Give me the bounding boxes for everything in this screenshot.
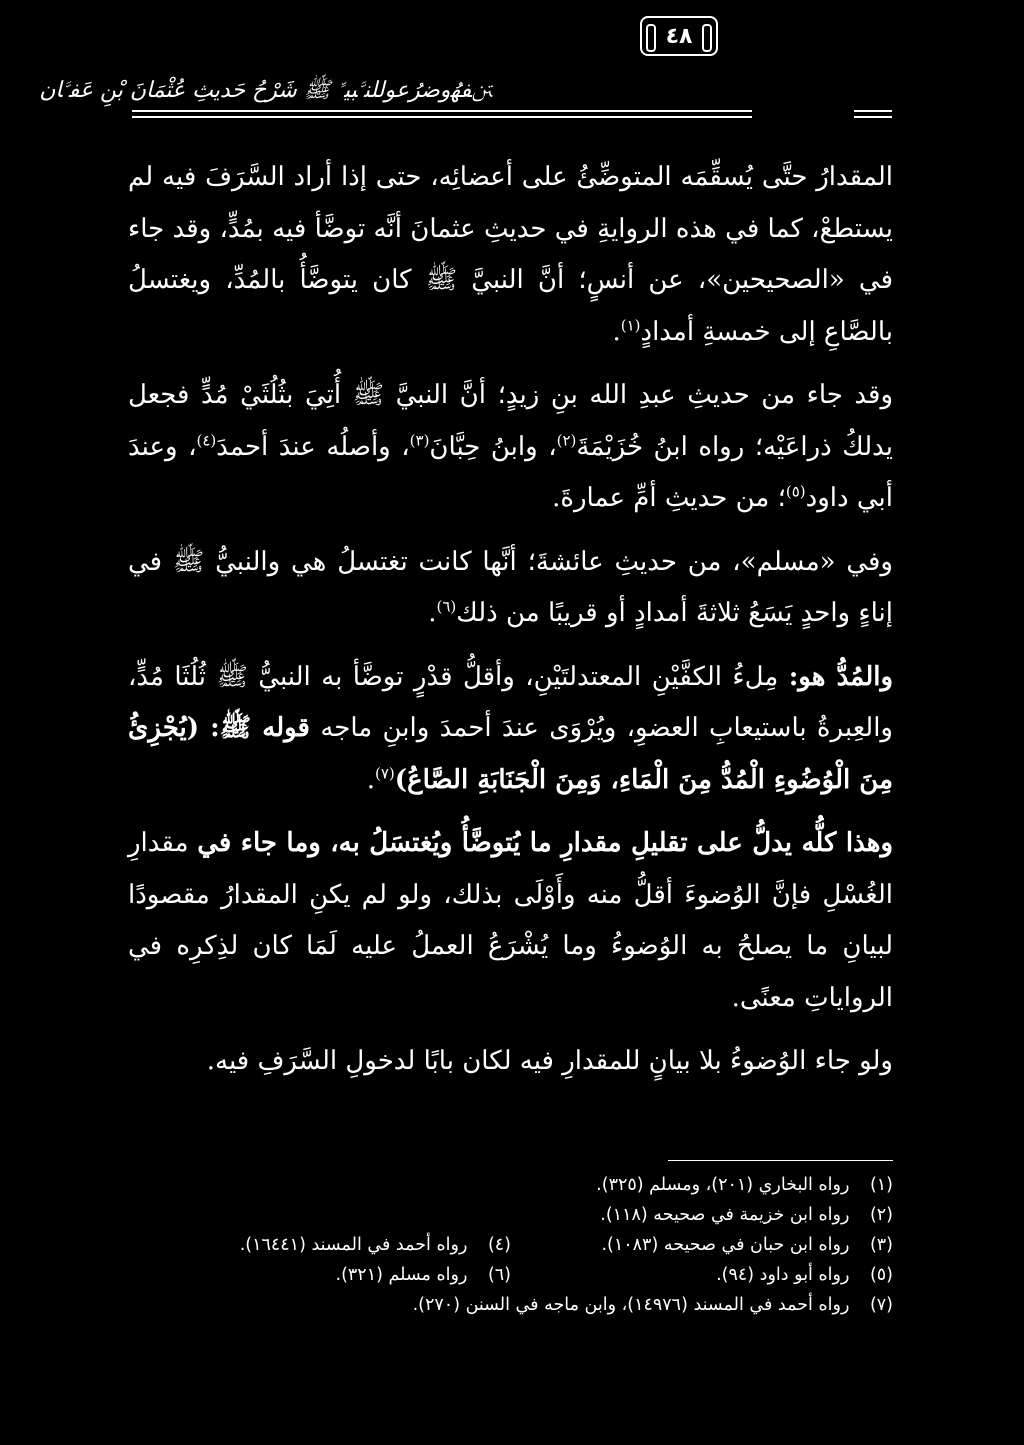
header-rule — [854, 110, 892, 112]
footnote-text: رواه البخاري (٢٠١)، ومسلم (٣٢٥). — [596, 1175, 850, 1195]
text-line: المقدارُ حتَّى يُسقِّمَه المتوضِّئُ على أعضائِه، حتى إذا أراد السَّرَفَ فيه لم — [128, 162, 893, 192]
text-line: أحمدَ — [216, 431, 269, 462]
page-number: ٤٨ — [640, 16, 718, 56]
paragraph-6 — [128, 1036, 893, 1088]
running-header — [39, 76, 892, 124]
text-line: ، وعندَ أبي داود — [128, 431, 893, 513]
header-rule — [132, 116, 752, 118]
footnote-ref[interactable]: (٢) — [556, 430, 577, 449]
text-line: . — [428, 598, 437, 628]
footnote-ref[interactable]: (٤) — [196, 430, 217, 449]
hadith-quote: قوله ﷺ: (يُجْزِئُ مِنَ الْوُضُوءِ الْمُدُّ مِنَ الْمَاءِ، وَمِنَ الْجَنَابَةِ الصَّاعُ) — [128, 713, 893, 795]
paragraph-4 — [128, 652, 893, 807]
footnote-text: رواه مسلم (٣٢١). — [335, 1265, 468, 1285]
footnote-text: رواه أحمد في المسند (١٤٩٧٦)، وابن ماجه في السنن (٢٧٠). — [412, 1295, 850, 1315]
footnote-3 — [511, 1235, 893, 1255]
footnote-ref[interactable]: (٧) — [374, 763, 395, 782]
text-line: وقد جاء من حديثِ عبدِ الله بنِ زيدٍ؛ أنَّ النبيَّ ﷺ أُتِيَ بثُلُثَيْ مُدٍّ — [201, 380, 894, 410]
book-title: ﱳﻔﻬُﻭﺿﺮُﻋﻮﻟﻠﻨﱠﺒﻴﱢ ﷺ ﺷَﺮْﺡُ ﺣَﺪﻳﺚِ ﻋُﺜْﻤَﺎﻥَ ﺑْﻦِ ﻋَﻔﱠﺎﻥ — [39, 78, 492, 103]
definition-term: والمُدُّ هو: — [788, 661, 894, 692]
footnote-number: (٣) — [869, 1235, 893, 1255]
text-line: يستطعْ، كما في هذه الروايةِ في حديثِ عثمانَ أنَّه توضَّأ فيه بمُدٍّ، وقد — [172, 213, 894, 244]
footnote-7 — [128, 1295, 893, 1315]
text-line: مقصودًا لبيانِ ما يصلحُ به الوُضوءُ وما يُشْرَعُ العملُ عليه لَمَا كان لذِكرِه — [128, 879, 893, 961]
text-line: مِلءُ الكفَّيْنِ المعتدلتَيْنِ، وأقلُّ قدْرٍ توضَّأ به النبيُّ ﷺ — [216, 661, 779, 692]
footnote-ref[interactable]: (٥) — [785, 482, 806, 501]
footnote-1 — [128, 1175, 893, 1195]
text-line: وهذا كلُّه يدلُّ على تقليلِ مقدارِ ما يُتوضَّأُ ويُغتسَلُ به، وما جاء في — [197, 828, 893, 858]
header-rule — [854, 116, 892, 118]
text-line: مقدارِ الغُسْلِ فإنَّ الوُضوءَ أقلُّ منه وأَوْلَى بذلك، ولو لم يكنِ المقدارُ — [128, 828, 893, 910]
footnote-6 — [129, 1265, 511, 1285]
footnote-text: رواه ابن حبان في صحيحه (١٠٨٣). — [601, 1235, 850, 1255]
text-line: جاء في «الصحيحين»، عن أنسٍ؛ أنَّ النبيَّ ﷺ كان يتوضَّأُ بالمُدِّ، — [128, 213, 893, 295]
text-line: ويغتسلُ بالصَّاعِ إلى خمسةِ أمدادٍ — [128, 265, 893, 347]
body-text — [128, 152, 893, 1100]
text-line: فيه. — [206, 1046, 250, 1076]
footnote-ref[interactable]: (٦) — [436, 597, 457, 616]
footnote-row — [128, 1200, 893, 1230]
text-line: في إناءٍ واحدٍ يَسَعُ ثلاثةَ أمدادٍ أو قريبًا من ذلك — [128, 546, 893, 628]
footnote-ref[interactable]: (١) — [620, 315, 641, 334]
footnote-5 — [511, 1265, 893, 1285]
paragraph-2 — [128, 370, 893, 525]
footnote-ref[interactable]: (٣) — [409, 430, 430, 449]
text-line: ثُلُثَا مُدٍّ، والعِبرةُ باستيعابِ العضوِ، ويُرْوَى عندَ أحمدَ وابنِ ماجه — [128, 661, 893, 743]
footnote-number: (١) — [869, 1175, 893, 1195]
footnote-row — [128, 1260, 893, 1290]
paragraph-3 — [128, 537, 893, 640]
footnote-number: (٦) — [487, 1265, 511, 1285]
footnote-separator — [668, 1160, 893, 1161]
footnote-4 — [129, 1235, 511, 1255]
footnote-number: (٥) — [869, 1265, 893, 1285]
text-line: ، وأصلُه عندَ — [278, 431, 410, 462]
header-rule — [132, 110, 752, 112]
footnote-text: رواه أحمد في المسند (١٦٤٤١). — [239, 1235, 468, 1255]
text-line: ، وابنُ حِبَّانَ — [429, 431, 557, 462]
footnote-2 — [128, 1205, 893, 1225]
text-line: فجعل يدلكُ ذراعَيْه؛ رواه ابنُ خُزَيْمَةَ — [128, 380, 893, 462]
footnote-number: (٤) — [487, 1235, 511, 1255]
footnote-number: (٧) — [869, 1295, 893, 1315]
text-line: . — [612, 316, 621, 347]
text-line: وفي «مسلم»، من حديثِ عائشةَ؛ أنَّها كانت تغتسلُ هي والنبيُّ ﷺ — [172, 546, 893, 577]
paragraph-5 — [128, 818, 893, 1024]
text-line: في الرواياتِ معنًى. — [128, 931, 893, 1013]
text-line: ؛ من حديثِ أمِّ عمارةَ. — [552, 483, 786, 513]
footnote-row — [128, 1230, 893, 1260]
footnote-row — [128, 1290, 893, 1320]
footnote-row — [128, 1170, 893, 1200]
footnote-number: (٢) — [869, 1205, 893, 1225]
paragraph-1 — [128, 152, 893, 358]
text-line: ولو جاء الوُضوءُ بلا بيانٍ للمقدارِ فيه لكان بابًا لدخولِ السَّرَفِ — [257, 1046, 893, 1076]
footnote-text: رواه ابن خزيمة في صحيحه (١١٨). — [600, 1205, 850, 1225]
text-line: . — [366, 764, 375, 795]
footnote-text: رواه أبو داود (٩٤). — [716, 1265, 850, 1285]
footnotes — [128, 1170, 893, 1320]
